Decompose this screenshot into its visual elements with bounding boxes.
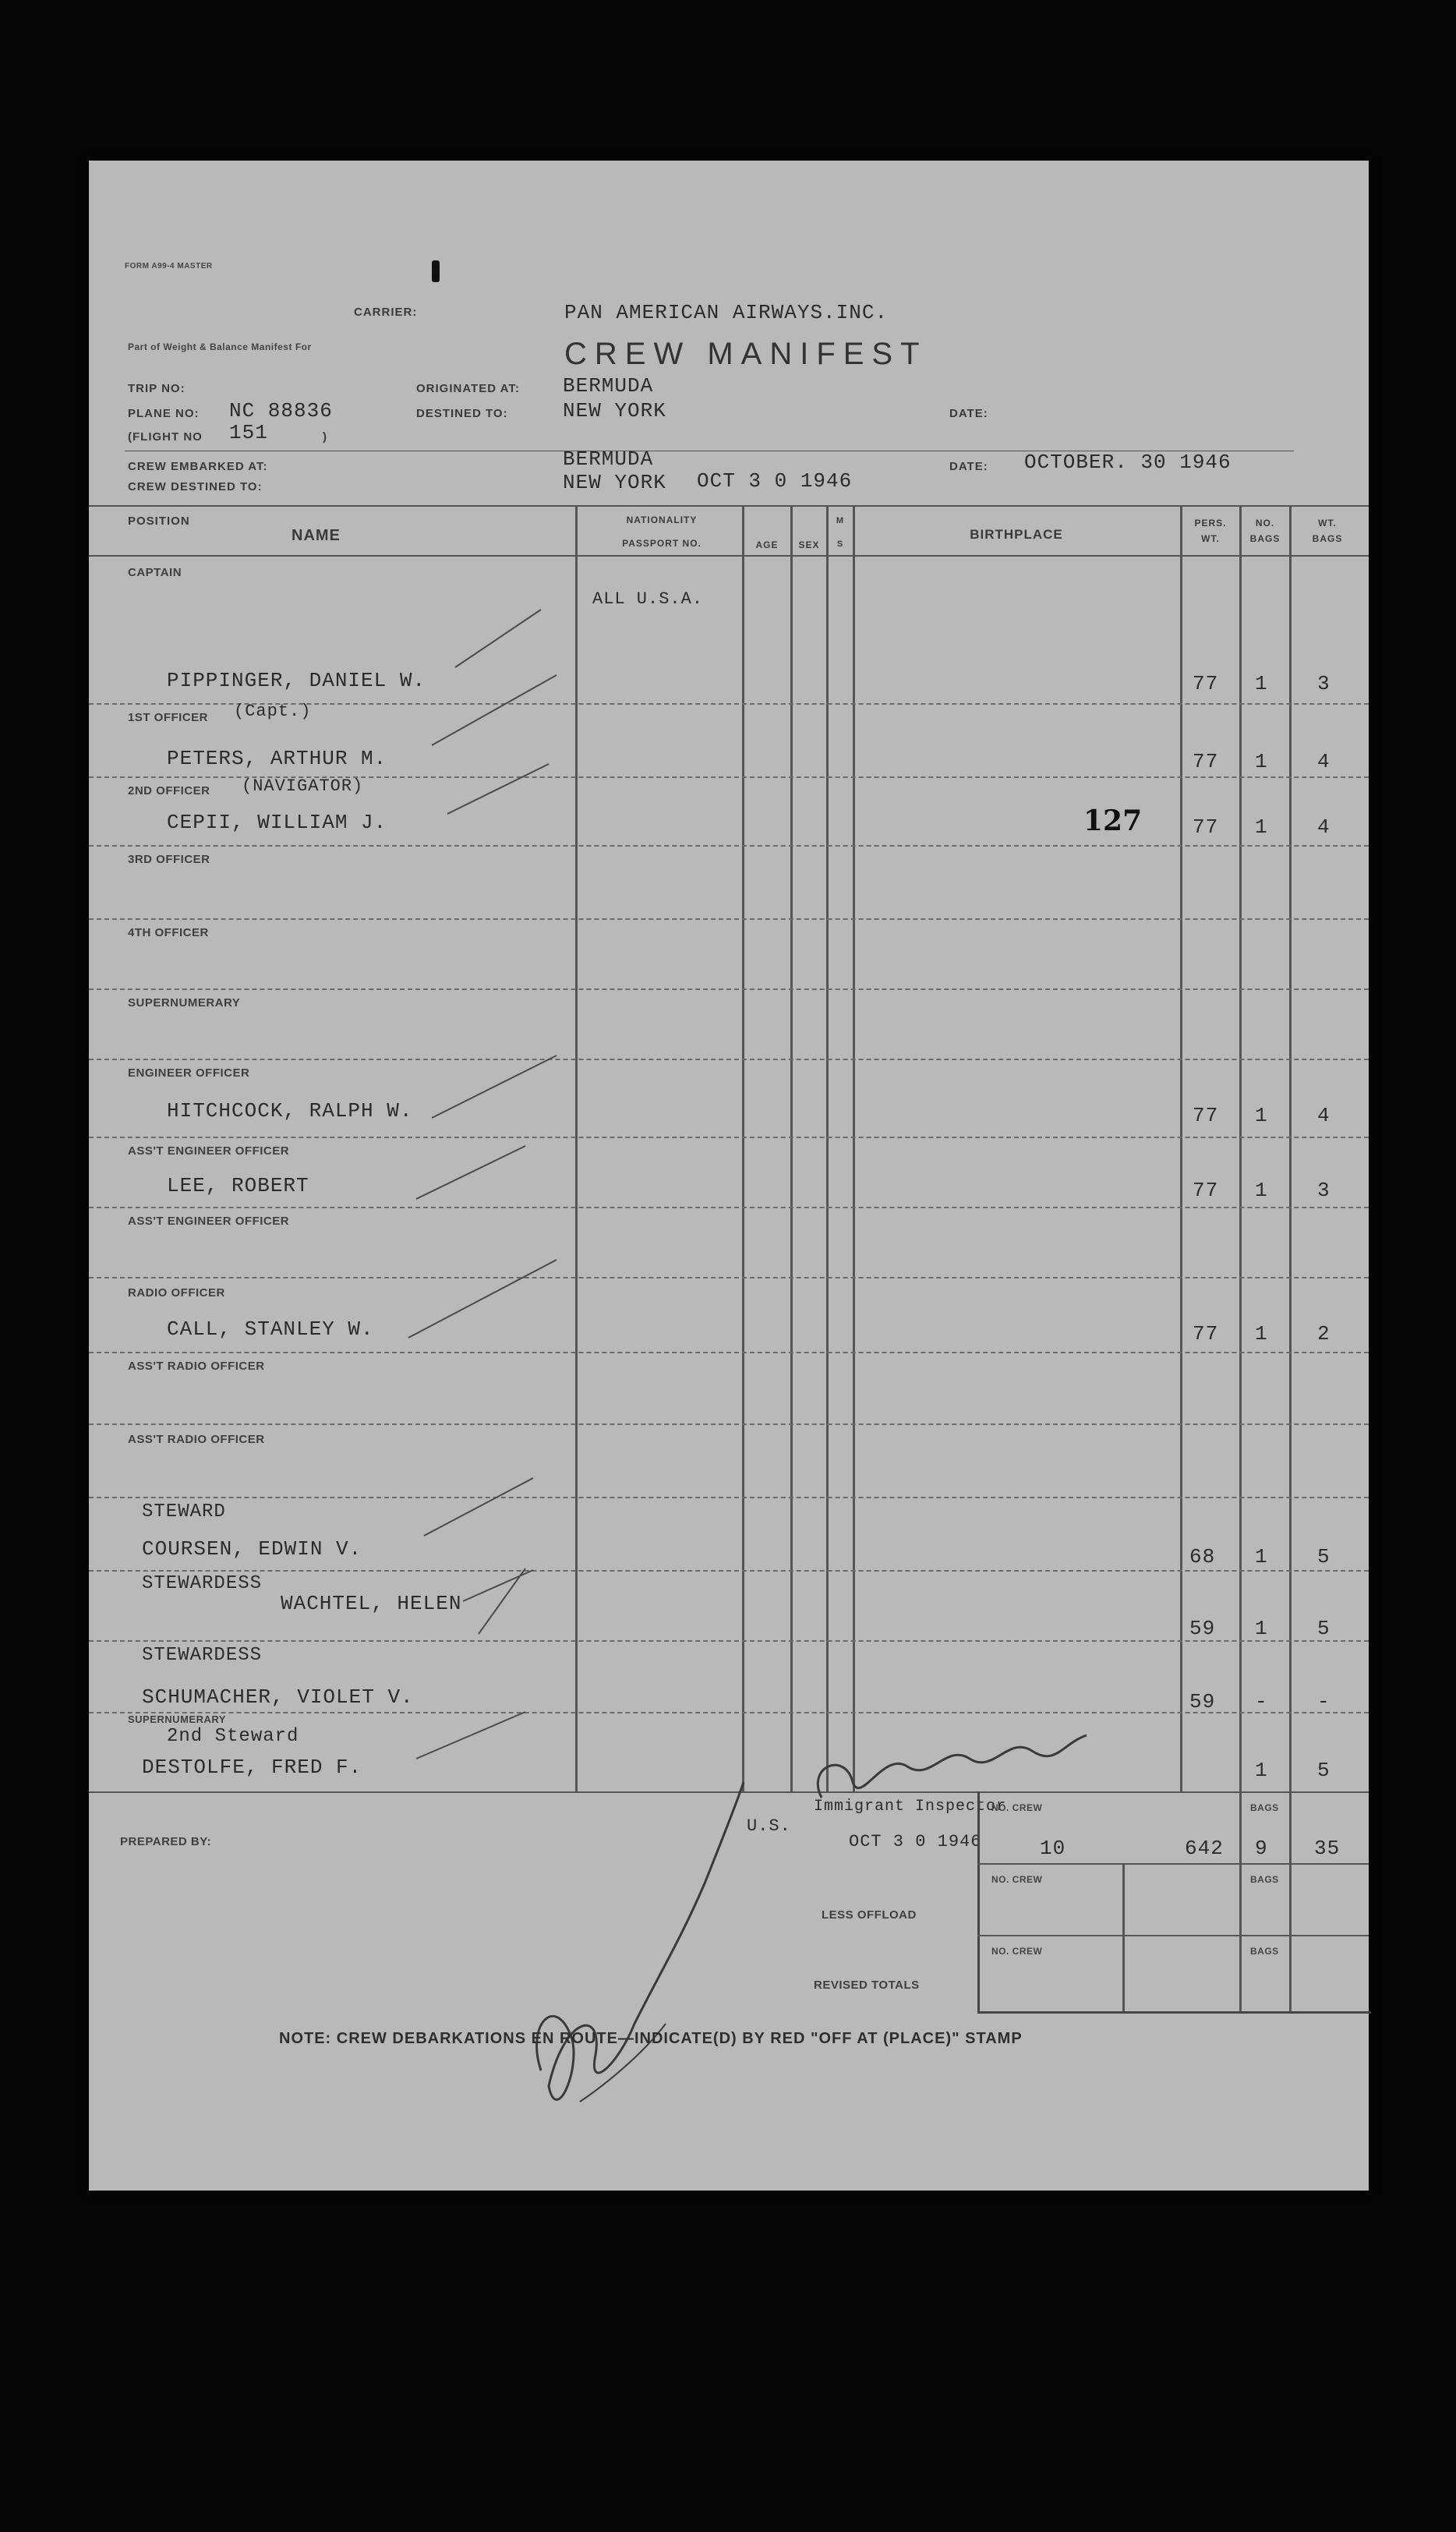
inspector-line1: U.S. [747, 1816, 791, 1836]
crew-pers-wt: 77 [1193, 815, 1219, 839]
col-position: POSITION [128, 515, 190, 528]
bags-label-2: BAGS [1250, 1874, 1279, 1885]
plane-label: PLANE NO: [128, 407, 200, 420]
footer-note: NOTE: CREW DEBARKATIONS EN ROUTE—INDICATE(D) BY RED "OFF AT (PLACE)" STAMP [279, 2030, 1023, 2047]
inspector-date: OCT 3 0 1946 [849, 1832, 982, 1851]
position-third-officer: 3RD OFFICER [128, 853, 210, 866]
crew-destined-label: CREW DESTINED TO: [128, 480, 263, 493]
originated-label: ORIGINATED AT: [416, 382, 520, 395]
crew-wt-bags: - [1317, 1690, 1331, 1713]
crew-no-bags: 1 [1255, 1545, 1268, 1568]
crew-pers-wt: 77 [1193, 1104, 1219, 1127]
crew-wt-bags: 2 [1317, 1322, 1331, 1346]
embarked-value: BERMUDA [563, 447, 654, 471]
no-crew-label: NO. CREW [991, 1802, 1043, 1813]
nationality-note: ALL U.S.A. [592, 589, 704, 609]
date2-value: OCTOBER. 30 1946 [1024, 451, 1232, 474]
crew-name: SCHUMACHER, VIOLET V. [142, 1685, 414, 1709]
handwritten-signature [510, 1759, 775, 2164]
crew-name: HITCHCOCK, RALPH W. [167, 1099, 413, 1123]
date-label: DATE: [949, 407, 988, 420]
totals-rule [977, 1863, 1369, 1865]
less-offload-label: LESS OFFLOAD [822, 1908, 917, 1922]
crew-pers-wt: 59 [1189, 1690, 1216, 1713]
position-asst-radio-1: ASS'T RADIO OFFICER [128, 1360, 265, 1373]
col-wt-bags-1: WT. [1318, 518, 1337, 529]
col-sex: SEX [798, 539, 820, 550]
manifest-sheet [89, 161, 1369, 2191]
crew-no-bags: 1 [1255, 1759, 1268, 1782]
second-officer-note: (NAVIGATOR) [242, 776, 364, 796]
part-of-label: Part of Weight & Balance Manifest For [128, 341, 312, 352]
col-age: AGE [755, 539, 779, 550]
crew-name: PETERS, ARTHUR M. [167, 747, 387, 770]
crew-name: DESTOLFE, FRED F. [142, 1756, 362, 1779]
crew-no-bags: - [1255, 1690, 1268, 1713]
trip-label: TRIP NO: [128, 382, 186, 395]
position-asst-radio-2: ASS'T RADIO OFFICER [128, 1433, 265, 1446]
crew-wt-bags: 5 [1317, 1759, 1331, 1782]
crew-no-bags: 1 [1255, 1179, 1268, 1202]
totals-divider [1289, 1791, 1292, 2011]
crew-name: CALL, STANLEY W. [167, 1317, 374, 1341]
position-stewardess-2: STEWARDESS [142, 1645, 263, 1666]
position-stewardess-1: STEWARDESS [142, 1573, 263, 1594]
col-pers-wt-2: WT. [1201, 533, 1220, 544]
position-second-officer: 2ND OFFICER [128, 784, 210, 797]
carrier-label: CARRIER: [354, 306, 418, 319]
flight-label: (FLIGHT NO [128, 430, 203, 444]
col-name: NAME [292, 527, 341, 544]
col-ms-s: S [836, 539, 844, 549]
position-asst-engineer-2: ASS'T ENGINEER OFFICER [128, 1215, 290, 1228]
crew-name: COURSEN, EDWIN V. [142, 1537, 362, 1561]
position-supernumerary-2: SUPERNUMERARY [128, 1713, 226, 1725]
crew-name: PIPPINGER, DANIEL W. [167, 669, 426, 692]
bags-value: 9 [1255, 1837, 1268, 1860]
inspector-line2: Immigrant Inspector [814, 1798, 1007, 1816]
crew-wt-bags: 3 [1317, 672, 1331, 695]
date2-label: DATE: [949, 460, 988, 473]
crew-destined-value: NEW YORK [563, 471, 666, 494]
crew-name: LEE, ROBERT [167, 1174, 309, 1197]
col-wt-bags-2: BAGS [1312, 533, 1343, 544]
flight-value: 151 [229, 421, 268, 444]
col-ms-m: M [836, 516, 845, 525]
col-birthplace: BIRTHPLACE [970, 527, 1063, 542]
position-second-steward: 2nd Steward [167, 1726, 299, 1747]
col-passport: PASSPORT NO. [622, 538, 701, 549]
inspector-signature [790, 1720, 1102, 1829]
first-officer-note: (Capt.) [234, 702, 312, 721]
position-supernumerary: SUPERNUMERARY [128, 996, 241, 1010]
form-number: FORM A99-4 MASTER [125, 262, 213, 271]
crew-pers-wt: 59 [1189, 1617, 1216, 1640]
crew-pers-wt: 77 [1193, 1322, 1219, 1346]
crew-no-bags: 1 [1255, 815, 1268, 839]
wt-bags-total: 35 [1314, 1837, 1341, 1860]
crew-pers-wt: 77 [1193, 672, 1219, 695]
position-radio: RADIO OFFICER [128, 1286, 225, 1300]
no-crew-value: 10 [1040, 1837, 1066, 1860]
col-no-bags-1: NO. [1255, 518, 1275, 529]
crew-wt-bags: 5 [1317, 1545, 1331, 1568]
total-weight: 642 [1185, 1837, 1224, 1860]
position-engineer: ENGINEER OFFICER [128, 1066, 250, 1080]
position-captain: CAPTAIN [128, 566, 182, 579]
totals-divider [1239, 1791, 1242, 2011]
manifest-title: CREW MANIFEST [564, 337, 928, 371]
originated-value: BERMUDA [563, 374, 654, 398]
embarked-label: CREW EMBARKED AT: [128, 460, 268, 473]
revised-totals-label: REVISED TOTALS [814, 1979, 920, 1992]
stamp-number: 127 [1083, 805, 1143, 837]
crew-pers-wt: 77 [1193, 1179, 1219, 1202]
crew-wt-bags: 4 [1317, 750, 1331, 773]
col-nationality: NATIONALITY [626, 515, 698, 525]
crew-no-bags: 1 [1255, 672, 1268, 695]
flight-close: ) [323, 430, 327, 444]
crew-name: CEPII, WILLIAM J. [167, 811, 387, 834]
col-no-bags-2: BAGS [1249, 533, 1281, 544]
crew-name: WACHTEL, HELEN [281, 1592, 462, 1615]
destined-label: DESTINED TO: [416, 407, 508, 420]
totals-rule [977, 1935, 1369, 1936]
crew-no-bags: 1 [1255, 1322, 1268, 1346]
bags-label-3: BAGS [1250, 1946, 1279, 1957]
position-steward: STEWARD [142, 1501, 226, 1522]
position-first-officer: 1ST OFFICER [128, 711, 209, 724]
position-fourth-officer: 4TH OFFICER [128, 926, 209, 939]
plane-value: NC 88836 [229, 399, 333, 423]
crew-no-bags: 1 [1255, 1617, 1268, 1640]
prepared-by-label: PREPARED BY: [120, 1835, 212, 1848]
crew-wt-bags: 3 [1317, 1179, 1331, 1202]
position-asst-engineer-1: ASS'T ENGINEER OFFICER [128, 1144, 290, 1158]
no-crew-label-3: NO. CREW [991, 1946, 1043, 1957]
stamp-date: OCT 3 0 1946 [697, 469, 853, 493]
destined-value: NEW YORK [563, 399, 666, 423]
col-pers-wt-1: PERS. [1194, 518, 1227, 529]
crew-pers-wt: 68 [1189, 1545, 1216, 1568]
crew-no-bags: 1 [1255, 750, 1268, 773]
no-crew-label-2: NO. CREW [991, 1874, 1043, 1885]
carrier-value: PAN AMERICAN AIRWAYS.INC. [564, 301, 889, 324]
crew-wt-bags: 5 [1317, 1617, 1331, 1640]
crew-wt-bags: 4 [1317, 1104, 1331, 1127]
crew-pers-wt: 77 [1193, 750, 1219, 773]
bags-label: BAGS [1250, 1802, 1279, 1813]
crew-wt-bags: 4 [1317, 815, 1331, 839]
totals-divider [1122, 1863, 1125, 2011]
crew-no-bags: 1 [1255, 1104, 1268, 1127]
